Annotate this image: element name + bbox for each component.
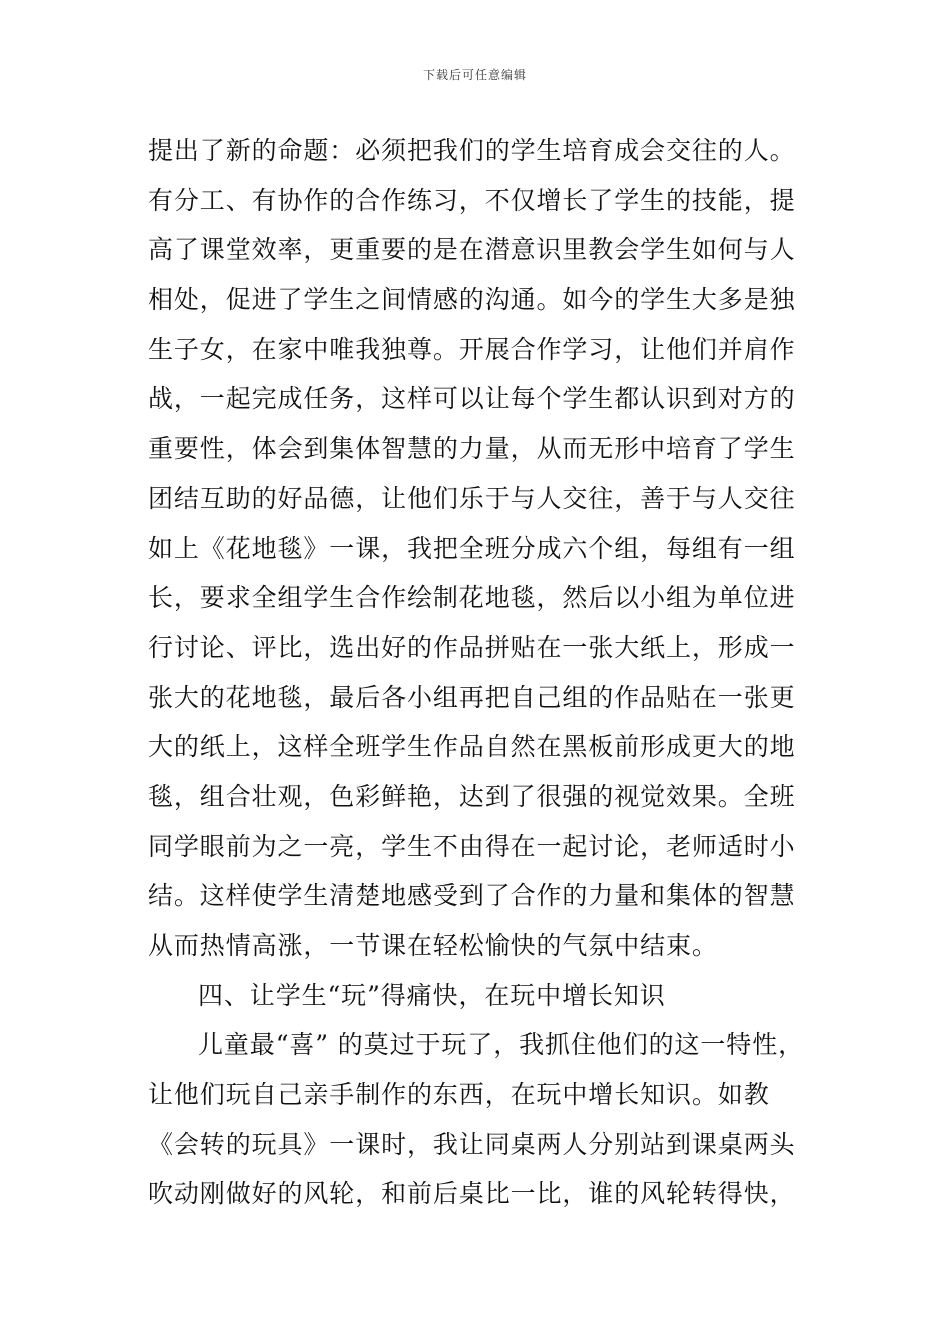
paragraph-line: 结。这样使学生清楚地感受到了合作的力量和集体的智慧: [148, 881, 796, 911]
document-body: [148, 126, 818, 1219]
paragraph-line: 生子女，在家中唯我独尊。开展合作学习，让他们并肩作: [148, 334, 796, 364]
paragraph-line: 张大的花地毯，最后各小组再把自己组的作品贴在一张更: [148, 682, 796, 712]
paragraph-line: 《会转的玩具》一课时，我让同桌两人分别站到课桌两头: [148, 1129, 796, 1159]
section-heading: 四、让学生“玩”得痛快，在玩中增长知识: [198, 980, 666, 1010]
paragraph-line: 行讨论、评比，选出好的作品拼贴在一张大纸上，形成一: [148, 632, 796, 662]
paragraph-line: 提出了新的命题：必须把我们的学生培育成会交往的人。: [148, 136, 796, 165]
paragraph-line: 大的纸上，这样全班学生作品自然在黑板前形成更大的地: [148, 732, 796, 762]
paragraph-line: 儿童最“喜” 的莫过于玩了，我抓住他们的这一特性，: [198, 1030, 805, 1060]
paragraph-line: 有分工、有协作的合作练习，不仅增长了学生的技能，提: [148, 185, 796, 215]
paragraph-line: 团结互助的好品德，让他们乐于与人交往，善于与人交往: [148, 483, 796, 513]
page-header-note: 下载后可任意编辑: [422, 68, 527, 82]
paragraph-line: 相处，促进了学生之间情感的沟通。如今的学生大多是独: [148, 285, 796, 315]
paragraph-line: 让他们玩自己亲手制作的东西，在玩中增长知识。如教: [148, 1080, 770, 1110]
paragraph-line: 毯，组合壮观，色彩鲜艳，达到了很强的视觉效果。全班: [148, 781, 796, 811]
paragraph-line: 长，要求全组学生合作绘制花地毯，然后以小组为单位进: [148, 583, 796, 613]
paragraph-line: 战，一起完成任务，这样可以让每个学生都认识到对方的: [148, 384, 796, 414]
paragraph-line: 从而热情高涨，一节课在轻松愉快的气氛中结束。: [148, 931, 718, 960]
paragraph-line: 同学眼前为之一亮，学生不由得在一起讨论，老师适时小: [148, 831, 796, 861]
paragraph-line: 如上《花地毯》一课，我把全班分成六个组，每组有一组: [148, 533, 796, 563]
paragraph-line: 重要性，体会到集体智慧的力量，从而无形中培育了学生: [148, 434, 796, 464]
paragraph-line: 高了课堂效率，更重要的是在潜意识里教会学生如何与人: [148, 235, 796, 265]
paragraph-line: 吹动刚做好的风轮，和前后桌比一比，谁的风轮转得快，: [148, 1179, 796, 1209]
